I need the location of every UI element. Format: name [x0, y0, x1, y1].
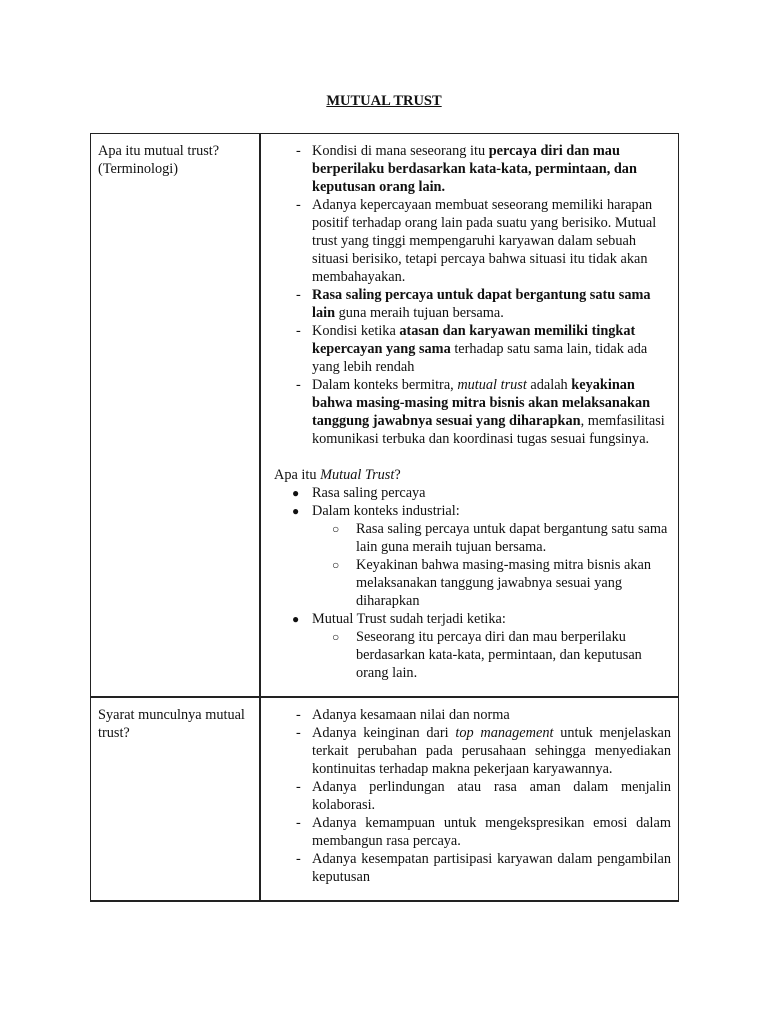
sub-bullet-item: [274, 520, 671, 556]
list-item-text: [312, 286, 671, 322]
table-row: [91, 697, 679, 901]
list-item: [274, 322, 671, 376]
list-item-text: [312, 322, 671, 376]
row-label: Syarat munculnya mutual trust?: [98, 707, 245, 741]
list-item: [274, 814, 671, 850]
dash-marker: -: [296, 725, 301, 741]
list-item-text: [312, 814, 671, 850]
list-item: [274, 196, 671, 286]
text-run: guna meraih tujuan bersama.: [335, 305, 504, 321]
content-table: [90, 133, 679, 902]
bullet-text: Dalam konteks industrial:: [312, 503, 460, 519]
text-run: Adanya kesempatan partisipasi karyawan dalam pengambilan keputusan: [312, 851, 671, 885]
dash-marker: -: [296, 323, 301, 339]
text-run: adalah: [526, 377, 572, 393]
text-run: terhadap satu sama lain, tidak ada yang lebih rendah: [312, 341, 648, 375]
list-item-text: [312, 724, 671, 778]
document-title: MUTUAL TRUST: [326, 93, 442, 109]
sub-bullet-marker: ○: [332, 630, 340, 644]
text-run: Adanya kemampuan untuk mengekspresikan emosi dalam membangun rasa percaya.: [312, 815, 671, 849]
sub-bullet-marker: ○: [332, 522, 340, 536]
dash-marker: -: [296, 143, 301, 159]
bullet-marker: ●: [292, 504, 300, 518]
text-run: Adanya perlindungan atau rasa aman dalam menjalin kolaborasi.: [312, 779, 671, 813]
row-label: Apa itu mutual trust? (Terminologi): [98, 143, 220, 177]
sub-bullet-text: Rasa saling percaya untuk dapat bergantung satu sama lain guna meraih tujuan bersama.: [356, 521, 668, 555]
row-content-cell: [260, 134, 679, 698]
text-run: Adanya kepercayaan membuat seseorang memiliki harapan positif terhadap orang lain pada suatu yang berisiko. Mutual trust yang tinggi mempengaruhi karyawan dalam sebuah situasi berisiko, tetapi percaya bahwa situasi itu tidak akan membahayakan.: [312, 197, 657, 285]
bullet-marker: ●: [292, 486, 300, 500]
text-run: keyakinan bahwa masing-masing mitra bisnis akan melaksanakan tanggung jawabnya sesuai yang diharapkan: [312, 377, 651, 429]
bullet-text: Mutual Trust sudah terjadi ketika:: [312, 611, 506, 627]
text-run: mutual trust: [457, 377, 527, 393]
text-run: Rasa saling percaya untuk dapat bergantung satu sama lain: [312, 287, 651, 321]
row-content: [261, 698, 678, 900]
text-run: Apa itu: [274, 467, 321, 483]
row-label-cell: [91, 697, 261, 901]
row-label-cell: [91, 134, 261, 698]
dash-marker: -: [296, 197, 301, 213]
dash-marker: -: [296, 287, 301, 303]
list-item: [274, 706, 671, 724]
list-item-text: [312, 196, 671, 286]
sub-bullet-item: [274, 556, 671, 610]
bullet-item: [274, 502, 671, 520]
text-run: Adanya kesamaan nilai dan norma: [312, 707, 510, 723]
list-item-text: [312, 778, 671, 814]
text-run: Kondisi ketika: [312, 323, 400, 339]
list-item: [274, 778, 671, 814]
sub-bullet-marker: ○: [332, 558, 340, 572]
sub-bullet-text: Seseorang itu percaya diri dan mau berperilaku berdasarkan kata-kata, permintaan, dan keputusan orang lain.: [356, 629, 642, 681]
text-run: Mutual Trust: [320, 467, 395, 483]
row-content: [261, 134, 678, 696]
bullet-item: [274, 610, 671, 628]
list-item-text: [312, 376, 671, 448]
list-item-text: [312, 850, 671, 886]
text-run: ?: [394, 467, 401, 483]
text-run: Adanya keinginan dari: [312, 725, 456, 741]
list-item: [274, 850, 671, 886]
dash-marker: -: [296, 707, 301, 723]
bullet-marker: ●: [292, 612, 300, 626]
dash-marker: -: [296, 815, 301, 831]
list-item: [274, 376, 671, 448]
text-run: percaya diri dan mau berperilaku berdasarkan kata-kata, permintaan, dan keputusan orang lain.: [312, 143, 637, 195]
text-run: Kondisi di mana seseorang itu: [312, 143, 489, 159]
sub-bullet-text: Keyakinan bahwa masing-masing mitra bisnis akan melaksanakan tanggung jawabnya sesuai yang diharapkan: [356, 557, 651, 609]
row-content-cell: [260, 697, 679, 901]
dash-marker: -: [296, 377, 301, 393]
bullet-item: [274, 484, 671, 502]
dash-marker: -: [296, 779, 301, 795]
section-heading: [274, 466, 671, 484]
table-row: [91, 134, 679, 698]
bullet-text: Rasa saling percaya: [312, 485, 426, 501]
list-item-text: [312, 706, 671, 724]
dash-marker: -: [296, 851, 301, 867]
list-item: [274, 724, 671, 778]
text-run: atasan dan karyawan memiliki tingkat kepercayan yang sama: [312, 323, 636, 357]
text-run: top management: [455, 725, 554, 741]
list-item-text: [312, 142, 671, 196]
text-run: Dalam konteks bermitra,: [312, 377, 458, 393]
text-run: untuk menjelaskan terkait perubahan pada perusahaan sehingga menyediakan kontinuitas terhadap makna pekerjaan karyawannya.: [312, 725, 671, 777]
list-item: [274, 286, 671, 322]
text-run: , memfasilitasi komunikasi terbuka dan koordinasi tugas sesuai fungsinya.: [312, 413, 665, 447]
sub-bullet-item: [274, 628, 671, 682]
list-item: [274, 142, 671, 196]
